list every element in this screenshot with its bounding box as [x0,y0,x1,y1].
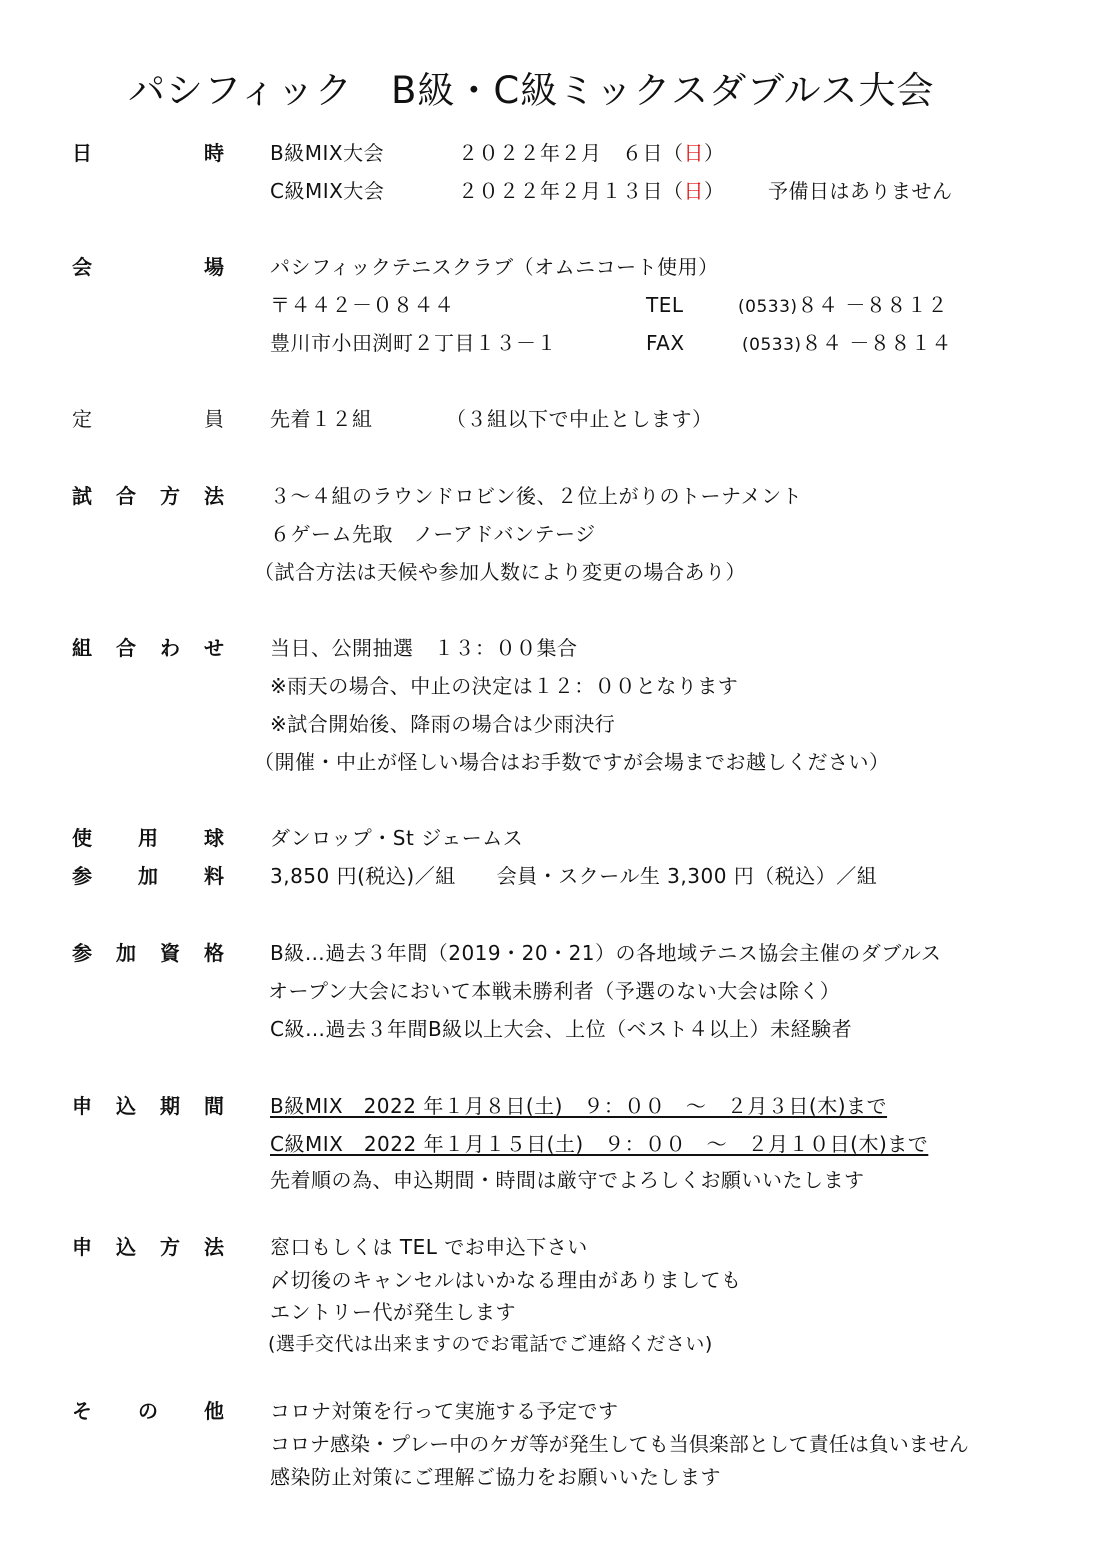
format-line-3: （試合方法は天候や参加人数により変更の場合あり） [254,560,746,584]
other-line-2: コロナ感染・プレー中のケガ等が発生しても当倶楽部として責任は負いません [270,1432,969,1456]
label-capacity-2: 員 [204,407,224,431]
label-fee: 料 [204,864,224,888]
capacity-text: 先着１２組 [270,407,373,431]
label-eligibility: 格 [204,941,224,965]
label-ball: 使 [72,826,92,850]
label-venue-1: 会 [72,255,92,279]
label-draw: わ [160,636,180,660]
fax-number: (0533)８４ －８８１４ [742,331,952,355]
label-draw: 合 [116,636,136,660]
reserve-day-note: 予備日はありません [768,179,953,203]
label-eligibility: 資 [160,941,180,965]
label-method: 申 [72,1235,92,1259]
label-period: 申 [72,1094,92,1118]
b-event-day: 日 [683,141,704,165]
label-period: 込 [116,1094,136,1118]
label-eligibility: 加 [116,941,136,965]
label-format: 合 [116,484,136,508]
page-title: パシフィック B級・C級ミックスダブルス大会 [128,69,935,112]
label-venue-2: 場 [204,255,224,279]
b-event-date: ２０２２年２月 ６日（日） [458,141,725,165]
label-draw: 組 [72,636,92,660]
draw-line-2: ※雨天の場合、中止の決定は１２：００となります [270,674,739,698]
label-draw: せ [204,636,224,660]
eligibility-line-3: C級…過去３年間B級以上大会、上位（ベスト４以上）未経験者 [270,1017,853,1041]
draw-line-1: 当日、公開抽選 １３：００集合 [270,636,578,660]
label-method: 方 [160,1235,180,1259]
c-event-day: 日 [683,179,704,203]
method-line-4: (選手交代は出来ますのでお電話でご連絡ください) [268,1333,713,1355]
other-line-3: 感染防止対策にご理解ご協力をお願いいたします [270,1465,721,1489]
venue-name: パシフィックテニスクラブ（オムニコート使用） [270,255,719,279]
format-line-2: ６ゲーム先取 ノーアドバンテージ [270,522,596,546]
format-line-1: ３～４組のラウンドロビン後、２位上がりのトーナメント [270,484,803,508]
venue-address: 豊川市小田渕町２丁目１３－１ [270,331,557,355]
tel-number: (0533)８４ －８８１２ [738,293,948,317]
label-datetime-1: 日 [72,141,92,165]
label-ball: 球 [204,826,224,850]
label-fee: 加 [138,864,158,888]
method-line-1: 窓口もしくは TEL でお申込下さい [270,1235,588,1259]
period-note: 先着順の為、申込期間・時間は厳守でよろしくお願いいたします [270,1168,865,1192]
label-format: 法 [204,484,224,508]
period-b-class: B級MIX 2022 年１月８日(土) ９：００ ～ ２月３日(木)まで [270,1094,888,1118]
label-format: 試 [72,484,92,508]
label-method: 法 [204,1235,224,1259]
eligibility-line-1: B級…過去３年間（2019・20・21）の各地域テニス協会主催のダブルス [270,941,942,965]
label-method: 込 [116,1235,136,1259]
method-line-2: 〆切後のキャンセルはいかなる理由がありましても [270,1268,742,1292]
label-period: 期 [160,1094,180,1118]
fee-text: 3,850 円(税込)／組 会員・スクール生 3,300 円（税込）／組 [270,864,878,888]
method-line-3: エントリー代が発生します [270,1300,516,1324]
label-other: そ [72,1399,92,1423]
eligibility-line-2: オープン大会において本戦未勝利者（予選のない大会は除く） [268,979,841,1003]
draw-line-3: ※試合開始後、降雨の場合は少雨決行 [270,712,616,736]
other-line-1: コロナ対策を行って実施する予定です [270,1399,619,1423]
label-format: 方 [160,484,180,508]
c-event-date: ２０２２年２月１３日（日） [458,179,725,203]
label-datetime-2: 時 [204,141,224,165]
draw-line-4: （開催・中止が怪しい場合はお手数ですが会場までお越しください） [254,750,890,774]
label-eligibility: 参 [72,941,92,965]
label-other: の [138,1399,158,1423]
label-period: 間 [204,1094,224,1118]
label-capacity-1: 定 [72,407,92,431]
label-fee: 参 [72,864,92,888]
label-other: 他 [204,1399,224,1423]
tel-label: TEL [646,293,684,317]
ball-text: ダンロップ・St ジェームス [270,826,524,850]
fax-label: FAX [646,331,685,355]
c-event-name: C級MIX大会 [270,179,385,203]
b-event-name: B級MIX大会 [270,141,385,165]
label-ball: 用 [138,826,158,850]
period-c-class: C級MIX 2022 年１月１５日(土) ９：００ ～ ２月１０日(木)まで [270,1132,929,1156]
capacity-note: （３組以下で中止とします） [446,407,713,431]
venue-postal: 〒４４２－０８４４ [270,293,455,317]
